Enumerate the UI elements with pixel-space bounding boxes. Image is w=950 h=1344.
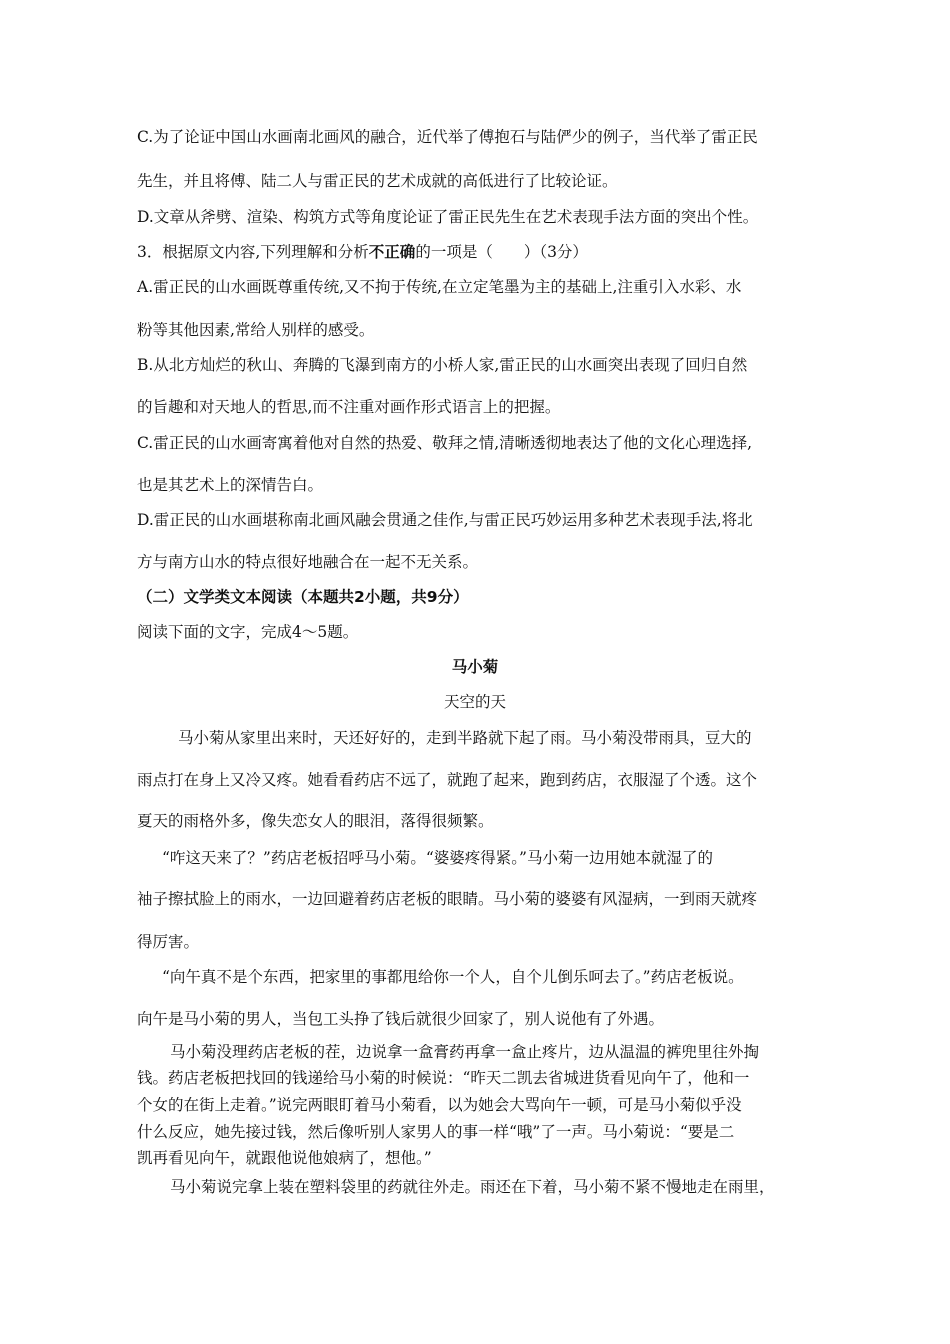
paragraph-1-line-3: 夏天的雨格外多，像失恋女人的眼泪，落得很频繁。	[137, 812, 494, 830]
paragraph-4-line-3: 个女的在街上走着。”说完两眼盯着马小菊看，以为她会大骂向午一顿，可是马小菊似乎没	[137, 1096, 742, 1114]
q3-option-d-line-2: 方与南方山水的特点很好地融合在一起不无关系。	[137, 553, 479, 571]
story-author: 天空的天	[443, 693, 506, 711]
q3-option-a-line-1: A.雷正民的山水画既尊重传统,又不拘于传统,在立定笔墨为主的基础上,注重引入水彩、水	[137, 278, 742, 296]
paragraph-4-line-4: 什么反应，她先接过钱，然后像听别人家男人的事一样“哦”了一声。马小菊说：“要是二	[137, 1123, 735, 1141]
question-3-prefix: 3．根据原文内容,下列理解和分析	[137, 243, 369, 261]
paragraph-4-line-2: 钱。药店老板把找回的钱递给马小菊的时候说：“昨天二凯去省城进货看见向午了，他和一	[137, 1069, 750, 1087]
option-d-line: D.文章从斧劈、渲染、构筑方式等角度论证了雷正民先生在艺术表现手法方面的突出个性。	[137, 208, 759, 226]
paragraph-3-line-1: “向午真不是个东西，把家里的事都甩给你一个人，自个儿倒乐呵去了。”药店老板说。	[162, 968, 744, 986]
q3-option-b-line-1: B.从北方灿烂的秋山、奔腾的飞瀑到南方的小桥人家,雷正民的山水画突出表现了回归自然	[137, 356, 748, 374]
q3-option-c-line-2: 也是其艺术上的深情告白。	[137, 476, 324, 494]
story-title: 马小菊	[451, 658, 499, 676]
q3-option-b-line-2: 的旨趣和对天地人的哲思,而不注重对画作形式语言上的把握。	[137, 398, 561, 416]
paragraph-4-line-1: 马小菊没理药店老板的茬，边说拿一盒膏药再拿一盒止疼片，边从温温的裤兜里往外掏	[170, 1043, 760, 1061]
paragraph-3-line-2: 向午是马小菊的男人，当包工头挣了钱后就很少回家了，别人说他有了外遇。	[137, 1010, 665, 1028]
paragraph-2-line-1: “咋这天来了？”药店老板招呼马小菊。“婆婆疼得紧。”马小菊一边用她本就湿了的	[162, 849, 713, 867]
paragraph-4-line-5: 凯再看见向午，就跟他说他娘病了，想他。”	[137, 1149, 432, 1167]
paragraph-2-line-3: 得厉害。	[137, 933, 200, 951]
question-3-emphasis: 不正确	[368, 243, 416, 261]
q3-option-d-line-1: D.雷正民的山水画堪称南北画风融会贯通之佳作,与雷正民巧妙运用多种艺术表现手法,将北	[137, 511, 753, 529]
paragraph-1-line-2: 雨点打在身上又冷又疼。她看看药店不远了，就跑了起来，跑到药店，衣服湿了个透。这个	[137, 771, 758, 789]
q3-option-a-line-2: 粉等其他因素,常给人别样的感受。	[137, 321, 375, 339]
question-3	[137, 242, 588, 262]
paragraph-1-line-1: 马小菊从家里出来时，天还好好的，走到半路就下起了雨。马小菊没带雨具，豆大的	[178, 729, 752, 747]
question-3-suffix: 的一项是（ ）（3分）	[415, 243, 588, 261]
paragraph-2-line-2: 袖子擦拭脸上的雨水，一边回避着药店老板的眼睛。马小菊的婆婆有风湿病，一到雨天就疼	[137, 890, 758, 908]
option-c-line-1: C.为了论证中国山水画南北画风的融合，近代举了傅抱石与陆俨少的例子，当代举了雷正民	[137, 128, 758, 146]
section-heading: （二）文学类文本阅读（本题共2小题，共9分）	[137, 588, 469, 606]
reading-instruction: 阅读下面的文字，完成4～5题。	[137, 623, 359, 641]
option-c-line-2: 先生，并且将傅、陆二人与雷正民的艺术成就的高低进行了比较论证。	[137, 172, 618, 190]
paragraph-5-line-1: 马小菊说完拿上装在塑料袋里的药就往外走。雨还在下着，马小菊不紧不慢地走在雨里，	[170, 1178, 775, 1196]
q3-option-c-line-1: C.雷正民的山水画寄寓着他对自然的热爱、敬拜之情,清晰透彻地表达了他的文化心理选择,	[137, 434, 753, 452]
